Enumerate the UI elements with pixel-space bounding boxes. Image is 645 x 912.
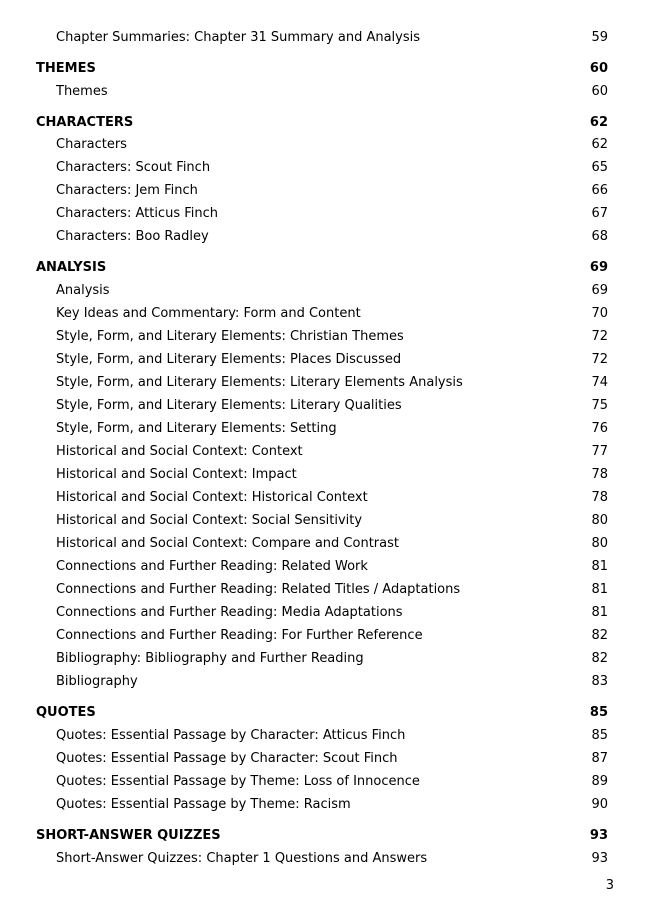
toc-entry[interactable]: [36, 557, 608, 577]
toc-section-title: ANALYSIS: [36, 260, 107, 275]
toc-entry-page: 62: [591, 137, 608, 152]
toc-entry-title: Historical and Social Context: Impact: [56, 467, 297, 482]
toc-entry-title: Characters: Jem Finch: [56, 183, 198, 198]
toc-entry[interactable]: [36, 772, 608, 792]
toc-entry-title: Themes: [56, 84, 108, 99]
toc-entry-title: Connections and Further Reading: For Further Reference: [56, 628, 423, 643]
toc-entry-title: Historical and Social Context: Context: [56, 444, 303, 459]
toc-entry[interactable]: [36, 373, 608, 393]
toc-entry[interactable]: [36, 281, 608, 301]
toc-entry[interactable]: [36, 795, 608, 815]
toc-entry-page: 87: [591, 751, 608, 766]
toc-entry-page: 77: [591, 444, 608, 459]
toc-entry-title: Historical and Social Context: Historical Context: [56, 490, 368, 505]
toc-entry-page: 80: [591, 513, 608, 528]
toc-entry-page: 60: [591, 84, 608, 99]
toc-entry-page: 81: [591, 582, 608, 597]
toc-entry[interactable]: [36, 28, 608, 48]
toc-entry-title: Analysis: [56, 283, 110, 298]
toc-entry-page: 85: [591, 728, 608, 743]
toc-section-title: CHARACTERS: [36, 115, 134, 130]
toc-section-heading[interactable]: [36, 703, 608, 723]
toc-entry[interactable]: [36, 227, 608, 247]
toc-entry[interactable]: [36, 396, 608, 416]
toc-entry-title: Characters: [56, 137, 127, 152]
page-number: 3: [605, 878, 614, 893]
toc-section-page: 93: [589, 828, 608, 843]
toc-entry-title: Style, Form, and Literary Elements: Literary Elements Analysis: [56, 375, 463, 390]
toc-entry-page: 68: [591, 229, 608, 244]
toc-section-title: THEMES: [36, 61, 96, 76]
toc-entry[interactable]: [36, 649, 608, 669]
toc-entry-page: 65: [591, 160, 608, 175]
toc-entry-page: 81: [591, 559, 608, 574]
toc-entry-title: Bibliography: [56, 674, 138, 689]
toc-entry-page: 70: [591, 306, 608, 321]
toc-entry[interactable]: [36, 327, 608, 347]
toc-entry-title: Connections and Further Reading: Related Work: [56, 559, 368, 574]
toc-entry-page: 89: [591, 774, 608, 789]
toc-entry-page: 76: [591, 421, 608, 436]
toc-entry-page: 80: [591, 536, 608, 551]
toc-entry[interactable]: [36, 749, 608, 769]
toc-entry-title: Quotes: Essential Passage by Character: Scout Finch: [56, 751, 398, 766]
toc-entry[interactable]: [36, 158, 608, 178]
toc-entry-title: Bibliography: Bibliography and Further Reading: [56, 651, 364, 666]
toc-entry[interactable]: [36, 672, 608, 692]
toc-entry-page: 69: [591, 283, 608, 298]
toc-entry-page: 82: [591, 628, 608, 643]
toc-entry-title: Quotes: Essential Passage by Theme: Racism: [56, 797, 351, 812]
toc-section-title: SHORT-ANSWER QUIZZES: [36, 828, 221, 843]
toc-entry[interactable]: [36, 181, 608, 201]
toc-entry[interactable]: [36, 465, 608, 485]
toc-entry[interactable]: [36, 726, 608, 746]
toc-entry-title: Characters: Scout Finch: [56, 160, 211, 175]
toc-entry-title: Chapter Summaries: Chapter 31 Summary and Analysis: [56, 30, 421, 45]
toc-entry-page: 66: [591, 183, 608, 198]
toc-section-heading[interactable]: [36, 826, 608, 846]
toc-entry[interactable]: [36, 419, 608, 439]
toc-entry-page: 83: [591, 674, 608, 689]
toc-entry-title: Quotes: Essential Passage by Character: Atticus Finch: [56, 728, 406, 743]
toc-entry[interactable]: [36, 204, 608, 224]
toc-entry[interactable]: [36, 304, 608, 324]
toc-entry[interactable]: [36, 626, 608, 646]
toc-section-heading[interactable]: [36, 258, 608, 278]
toc-section-page: 62: [589, 115, 608, 130]
toc-entry-title: Short-Answer Quizzes: Chapter 1 Questions and Answers: [56, 851, 428, 866]
toc-entry[interactable]: [36, 82, 608, 102]
toc-section-heading[interactable]: [36, 59, 608, 79]
toc-entry[interactable]: [36, 580, 608, 600]
toc-entry-title: Characters: Boo Radley: [56, 229, 209, 244]
toc-entry-page: 93: [591, 851, 608, 866]
toc-entry-page: 72: [591, 352, 608, 367]
toc-section-page: 85: [589, 705, 608, 720]
toc-entry-page: 90: [591, 797, 608, 812]
toc-entry-title: Key Ideas and Commentary: Form and Content: [56, 306, 361, 321]
toc-entry-page: 78: [591, 490, 608, 505]
toc-entry-page: 67: [591, 206, 608, 221]
toc-entry-title: Connections and Further Reading: Related Titles / Adaptations: [56, 582, 461, 597]
toc-section-title: QUOTES: [36, 705, 96, 720]
toc-entry-title: Quotes: Essential Passage by Theme: Loss of Innocence: [56, 774, 420, 789]
toc-entry[interactable]: [36, 534, 608, 554]
toc-entry-page: 59: [591, 30, 608, 45]
toc-entry-title: Style, Form, and Literary Elements: Setting: [56, 421, 337, 436]
toc-entry-title: Characters: Atticus Finch: [56, 206, 218, 221]
toc-entry-title: Historical and Social Context: Social Sensitivity: [56, 513, 363, 528]
toc-entry-page: 78: [591, 467, 608, 482]
toc-entry[interactable]: [36, 350, 608, 370]
toc-entry-page: 74: [591, 375, 608, 390]
toc-entry[interactable]: [36, 442, 608, 462]
toc-entry[interactable]: [36, 135, 608, 155]
toc-entry[interactable]: [36, 849, 608, 869]
toc-entry-title: Style, Form, and Literary Elements: Literary Qualities: [56, 398, 402, 413]
toc-entry[interactable]: [36, 511, 608, 531]
toc-entry-title: Style, Form, and Literary Elements: Christian Themes: [56, 329, 404, 344]
toc-entry-page: 72: [591, 329, 608, 344]
toc-entry-page: 75: [591, 398, 608, 413]
toc-entry-title: Style, Form, and Literary Elements: Places Discussed: [56, 352, 402, 367]
toc-entry-title: Historical and Social Context: Compare and Contrast: [56, 536, 399, 551]
toc-entry-page: 82: [591, 651, 608, 666]
toc-section-page: 69: [589, 260, 608, 275]
toc-section-heading[interactable]: [36, 113, 608, 133]
toc-entry-page: 81: [591, 605, 608, 620]
toc-entry[interactable]: [36, 603, 608, 623]
toc-entry-title: Connections and Further Reading: Media Adaptations: [56, 605, 403, 620]
toc-entry[interactable]: [36, 488, 608, 508]
toc-section-page: 60: [589, 61, 608, 76]
